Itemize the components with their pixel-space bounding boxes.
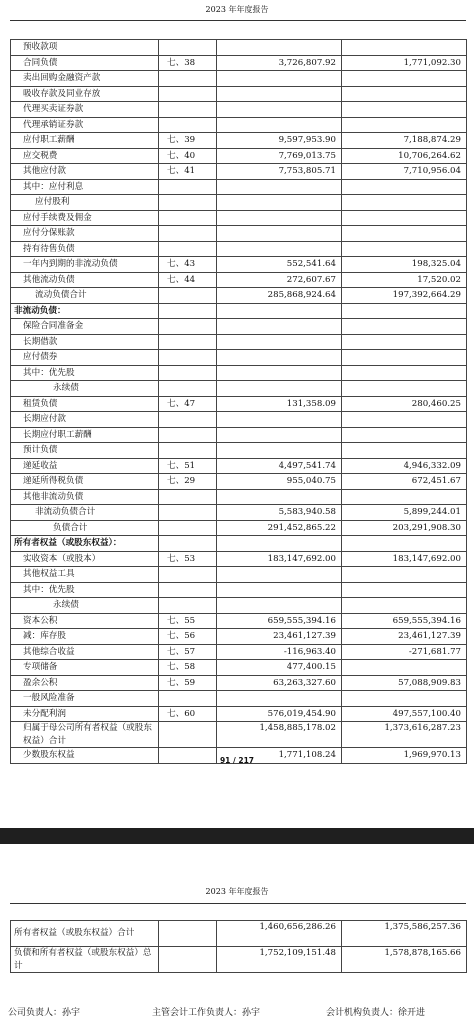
row-note: 七、60 bbox=[159, 706, 217, 722]
row-note: 七、55 bbox=[159, 613, 217, 629]
table-row bbox=[11, 427, 467, 443]
row-item-name: 合同负债 bbox=[11, 55, 159, 71]
table-row bbox=[11, 272, 467, 288]
table-row bbox=[11, 921, 467, 947]
row-end-balance: -116,963.40 bbox=[217, 644, 342, 660]
row-note bbox=[159, 947, 217, 973]
row-begin-balance bbox=[342, 536, 467, 552]
row-note: 七、41 bbox=[159, 164, 217, 180]
table-row bbox=[11, 520, 467, 536]
row-item-name: 永续债 bbox=[11, 598, 159, 614]
row-end-balance: 272,607.67 bbox=[217, 272, 342, 288]
table-row bbox=[11, 71, 467, 87]
row-begin-balance: 1,373,616,287.23 bbox=[342, 722, 467, 748]
row-item-name: 代理买卖证券款 bbox=[11, 102, 159, 118]
page-header-2: 2023 年年度报告 bbox=[205, 887, 269, 896]
row-begin-balance bbox=[342, 102, 467, 118]
row-begin-balance: 198,325.04 bbox=[342, 257, 467, 273]
row-end-balance bbox=[217, 691, 342, 707]
row-item-name: 其他非流动负债 bbox=[11, 489, 159, 505]
page-break-gap bbox=[0, 828, 474, 844]
row-item-name: 长期应付职工薪酬 bbox=[11, 427, 159, 443]
row-end-balance bbox=[217, 567, 342, 583]
row-begin-balance bbox=[342, 117, 467, 133]
table-row bbox=[11, 148, 467, 164]
table-row bbox=[11, 365, 467, 381]
table-row bbox=[11, 257, 467, 273]
header-divider-2 bbox=[10, 903, 466, 904]
row-begin-balance bbox=[342, 40, 467, 56]
row-note bbox=[159, 303, 217, 319]
table-row bbox=[11, 644, 467, 660]
table-row bbox=[11, 412, 467, 428]
table-row bbox=[11, 505, 467, 521]
signature-accounting-head: 主管会计工作负责人：孙宇 bbox=[152, 1008, 261, 1018]
row-end-balance: 1,771,108.24 bbox=[217, 748, 342, 764]
row-note bbox=[159, 505, 217, 521]
row-begin-balance: 183,147,692.00 bbox=[342, 551, 467, 567]
row-end-balance: 3,726,807.92 bbox=[217, 55, 342, 71]
row-note bbox=[159, 921, 217, 947]
row-begin-balance: 5,899,244.01 bbox=[342, 505, 467, 521]
row-note bbox=[159, 722, 217, 748]
row-begin-balance bbox=[342, 71, 467, 87]
row-item-name: 其中：优先股 bbox=[11, 365, 159, 381]
table-row bbox=[11, 489, 467, 505]
row-item-name: 应付手续费及佣金 bbox=[11, 210, 159, 226]
table-row bbox=[11, 55, 467, 71]
row-begin-balance bbox=[342, 489, 467, 505]
row-end-balance bbox=[217, 117, 342, 133]
row-note: 七、59 bbox=[159, 675, 217, 691]
row-item-name: 吸收存款及同业存放 bbox=[11, 86, 159, 102]
row-begin-balance bbox=[342, 691, 467, 707]
row-item-name: 递延收益 bbox=[11, 458, 159, 474]
header-divider bbox=[10, 20, 466, 21]
row-note: 七、40 bbox=[159, 148, 217, 164]
row-end-balance bbox=[217, 443, 342, 459]
row-end-balance: 285,868,924.64 bbox=[217, 288, 342, 304]
row-note bbox=[159, 412, 217, 428]
row-begin-balance: 1,771,092.30 bbox=[342, 55, 467, 71]
row-note: 七、38 bbox=[159, 55, 217, 71]
row-note bbox=[159, 334, 217, 350]
table-row bbox=[11, 210, 467, 226]
row-note bbox=[159, 536, 217, 552]
row-begin-balance bbox=[342, 179, 467, 195]
row-item-name: 减：库存股 bbox=[11, 629, 159, 645]
table-row bbox=[11, 675, 467, 691]
row-begin-balance: 1,969,970.13 bbox=[342, 748, 467, 764]
row-end-balance: 1,460,656,286.26 bbox=[217, 921, 342, 947]
row-begin-balance bbox=[342, 582, 467, 598]
row-item-name: 其他应付款 bbox=[11, 164, 159, 180]
row-item-name: 少数股东权益 bbox=[11, 748, 159, 764]
table-row bbox=[11, 691, 467, 707]
table-row bbox=[11, 947, 467, 973]
row-item-name: 应付职工薪酬 bbox=[11, 133, 159, 149]
table-row bbox=[11, 660, 467, 676]
row-note bbox=[159, 102, 217, 118]
table-row bbox=[11, 551, 467, 567]
row-begin-balance bbox=[342, 443, 467, 459]
row-note bbox=[159, 319, 217, 335]
row-end-balance bbox=[217, 210, 342, 226]
table-row bbox=[11, 319, 467, 335]
balance-sheet-table bbox=[10, 39, 467, 764]
table-row bbox=[11, 706, 467, 722]
row-item-name: 保险合同准备金 bbox=[11, 319, 159, 335]
row-begin-balance: 23,461,127.39 bbox=[342, 629, 467, 645]
table-row bbox=[11, 598, 467, 614]
row-end-balance bbox=[217, 303, 342, 319]
row-item-name: 归属于母公司所有者权益（或股东权益）合计 bbox=[11, 722, 159, 748]
row-item-name: 非流动负债： bbox=[11, 303, 159, 319]
table-row bbox=[11, 241, 467, 257]
row-item-name: 租赁负债 bbox=[11, 396, 159, 412]
table-row bbox=[11, 458, 467, 474]
row-end-balance: 7,769,013.75 bbox=[217, 148, 342, 164]
row-item-name: 盈余公积 bbox=[11, 675, 159, 691]
row-begin-balance: 280,460.25 bbox=[342, 396, 467, 412]
row-begin-balance bbox=[342, 381, 467, 397]
row-item-name: 流动负债合计 bbox=[11, 288, 159, 304]
page-number: 91 / 217 bbox=[219, 756, 255, 765]
row-note bbox=[159, 489, 217, 505]
row-end-balance bbox=[217, 195, 342, 211]
row-note bbox=[159, 288, 217, 304]
row-end-balance: 1,458,885,178.02 bbox=[217, 722, 342, 748]
row-item-name: 所有者权益（或股东权益）： bbox=[11, 536, 159, 552]
row-item-name: 卖出回购金融资产款 bbox=[11, 71, 159, 87]
row-end-balance bbox=[217, 226, 342, 242]
row-end-balance: 955,040.75 bbox=[217, 474, 342, 490]
row-item-name: 其中：优先股 bbox=[11, 582, 159, 598]
row-item-name: 永续债 bbox=[11, 381, 159, 397]
row-item-name: 非流动负债合计 bbox=[11, 505, 159, 521]
row-note: 七、47 bbox=[159, 396, 217, 412]
row-item-name: 一般风险准备 bbox=[11, 691, 159, 707]
row-begin-balance: 7,188,874.29 bbox=[342, 133, 467, 149]
row-note bbox=[159, 71, 217, 87]
table-row bbox=[11, 164, 467, 180]
row-end-balance: 4,497,541.74 bbox=[217, 458, 342, 474]
row-begin-balance bbox=[342, 334, 467, 350]
table-row bbox=[11, 179, 467, 195]
row-note bbox=[159, 40, 217, 56]
row-begin-balance bbox=[342, 195, 467, 211]
row-end-balance: 1,752,109,151.48 bbox=[217, 947, 342, 973]
row-begin-balance bbox=[342, 365, 467, 381]
row-item-name: 负债合计 bbox=[11, 520, 159, 536]
row-item-name: 长期借款 bbox=[11, 334, 159, 350]
row-item-name: 未分配利润 bbox=[11, 706, 159, 722]
table-row bbox=[11, 613, 467, 629]
row-note bbox=[159, 179, 217, 195]
table-row bbox=[11, 86, 467, 102]
row-begin-balance bbox=[342, 226, 467, 242]
row-item-name: 其他流动负债 bbox=[11, 272, 159, 288]
row-item-name: 应付债券 bbox=[11, 350, 159, 366]
row-end-balance bbox=[217, 179, 342, 195]
row-item-name: 应交税费 bbox=[11, 148, 159, 164]
row-note bbox=[159, 226, 217, 242]
table-row bbox=[11, 381, 467, 397]
table-row bbox=[11, 536, 467, 552]
row-item-name: 资本公积 bbox=[11, 613, 159, 629]
row-end-balance: 659,555,394.16 bbox=[217, 613, 342, 629]
row-end-balance: 291,452,865.22 bbox=[217, 520, 342, 536]
row-end-balance: 576,019,454.90 bbox=[217, 706, 342, 722]
table-row bbox=[11, 396, 467, 412]
table-row bbox=[11, 582, 467, 598]
row-end-balance bbox=[217, 334, 342, 350]
balance-sheet-table-continued bbox=[10, 920, 467, 973]
row-item-name: 递延所得税负债 bbox=[11, 474, 159, 490]
row-end-balance bbox=[217, 536, 342, 552]
row-end-balance bbox=[217, 412, 342, 428]
row-end-balance bbox=[217, 40, 342, 56]
table-row bbox=[11, 722, 467, 748]
row-item-name: 代理承销证券款 bbox=[11, 117, 159, 133]
row-end-balance: 9,597,953.90 bbox=[217, 133, 342, 149]
row-note bbox=[159, 598, 217, 614]
row-begin-balance: 659,555,394.16 bbox=[342, 613, 467, 629]
row-note bbox=[159, 86, 217, 102]
table-row bbox=[11, 567, 467, 583]
row-item-name: 预计负债 bbox=[11, 443, 159, 459]
row-end-balance bbox=[217, 598, 342, 614]
table-row bbox=[11, 288, 467, 304]
row-item-name: 应付分保账款 bbox=[11, 226, 159, 242]
table-row bbox=[11, 443, 467, 459]
row-note: 七、56 bbox=[159, 629, 217, 645]
row-item-name: 应付股利 bbox=[11, 195, 159, 211]
row-begin-balance bbox=[342, 210, 467, 226]
row-item-name: 专项储备 bbox=[11, 660, 159, 676]
row-note bbox=[159, 443, 217, 459]
table-row bbox=[11, 629, 467, 645]
row-item-name: 其他综合收益 bbox=[11, 644, 159, 660]
row-item-name: 实收资本（或股本） bbox=[11, 551, 159, 567]
row-end-balance bbox=[217, 365, 342, 381]
row-end-balance bbox=[217, 86, 342, 102]
row-end-balance bbox=[217, 427, 342, 443]
table-row bbox=[11, 350, 467, 366]
row-item-name: 持有待售负债 bbox=[11, 241, 159, 257]
table-row bbox=[11, 102, 467, 118]
row-begin-balance: 7,710,956.04 bbox=[342, 164, 467, 180]
row-end-balance bbox=[217, 489, 342, 505]
page-header: 2023 年年度报告 bbox=[205, 5, 269, 14]
row-begin-balance bbox=[342, 303, 467, 319]
row-item-name: 其他权益工具 bbox=[11, 567, 159, 583]
row-note: 七、57 bbox=[159, 644, 217, 660]
row-begin-balance bbox=[342, 412, 467, 428]
row-note bbox=[159, 381, 217, 397]
row-item-name: 其中：应付利息 bbox=[11, 179, 159, 195]
table-row bbox=[11, 117, 467, 133]
row-end-balance: 63,263,327.60 bbox=[217, 675, 342, 691]
row-begin-balance: 4,946,332.09 bbox=[342, 458, 467, 474]
table-row bbox=[11, 474, 467, 490]
row-item-name: 长期应付款 bbox=[11, 412, 159, 428]
row-note: 七、58 bbox=[159, 660, 217, 676]
row-end-balance bbox=[217, 102, 342, 118]
table-row bbox=[11, 303, 467, 319]
row-note bbox=[159, 691, 217, 707]
row-begin-balance: 203,291,908.30 bbox=[342, 520, 467, 536]
row-end-balance: 477,400.15 bbox=[217, 660, 342, 676]
row-begin-balance: 1,578,878,165.66 bbox=[342, 947, 467, 973]
row-begin-balance: 497,557,100.40 bbox=[342, 706, 467, 722]
row-note: 七、43 bbox=[159, 257, 217, 273]
row-begin-balance bbox=[342, 598, 467, 614]
row-begin-balance: 197,392,664.29 bbox=[342, 288, 467, 304]
row-end-balance: 552,541.64 bbox=[217, 257, 342, 273]
row-end-balance: 23,461,127.39 bbox=[217, 629, 342, 645]
row-begin-balance bbox=[342, 241, 467, 257]
row-end-balance bbox=[217, 71, 342, 87]
row-begin-balance bbox=[342, 567, 467, 583]
row-begin-balance: 57,088,909.83 bbox=[342, 675, 467, 691]
row-end-balance: 183,147,692.00 bbox=[217, 551, 342, 567]
row-note: 七、53 bbox=[159, 551, 217, 567]
row-item-name: 一年内到期的非流动负债 bbox=[11, 257, 159, 273]
table-row bbox=[11, 226, 467, 242]
row-item-name: 预收款项 bbox=[11, 40, 159, 56]
table-row bbox=[11, 195, 467, 211]
row-end-balance bbox=[217, 582, 342, 598]
row-note: 七、29 bbox=[159, 474, 217, 490]
row-end-balance bbox=[217, 241, 342, 257]
row-end-balance bbox=[217, 381, 342, 397]
row-begin-balance bbox=[342, 86, 467, 102]
signature-company-head: 公司负责人：孙宇 bbox=[8, 1008, 81, 1018]
row-note bbox=[159, 582, 217, 598]
row-note bbox=[159, 241, 217, 257]
row-begin-balance bbox=[342, 660, 467, 676]
row-item-name: 所有者权益（或股东权益）合计 bbox=[11, 921, 159, 947]
row-end-balance: 7,753,805.71 bbox=[217, 164, 342, 180]
row-note bbox=[159, 520, 217, 536]
row-note bbox=[159, 195, 217, 211]
row-note bbox=[159, 567, 217, 583]
row-note: 七、51 bbox=[159, 458, 217, 474]
row-begin-balance bbox=[342, 427, 467, 443]
row-end-balance: 5,583,940.58 bbox=[217, 505, 342, 521]
row-begin-balance: 1,375,586,257.36 bbox=[342, 921, 467, 947]
row-note: 七、44 bbox=[159, 272, 217, 288]
row-begin-balance bbox=[342, 350, 467, 366]
row-end-balance bbox=[217, 350, 342, 366]
row-note bbox=[159, 427, 217, 443]
table-row bbox=[11, 40, 467, 56]
row-item-name: 负债和所有者权益（或股东权益）总计 bbox=[11, 947, 159, 973]
row-note: 七、39 bbox=[159, 133, 217, 149]
row-end-balance bbox=[217, 319, 342, 335]
row-note bbox=[159, 210, 217, 226]
row-end-balance: 131,358.09 bbox=[217, 396, 342, 412]
row-note bbox=[159, 365, 217, 381]
row-begin-balance: -271,681.77 bbox=[342, 644, 467, 660]
row-note bbox=[159, 117, 217, 133]
signature-accounting-org-head: 会计机构负责人：徐开进 bbox=[326, 1008, 426, 1018]
row-begin-balance: 672,451.67 bbox=[342, 474, 467, 490]
row-begin-balance: 10,706,264.62 bbox=[342, 148, 467, 164]
row-begin-balance bbox=[342, 319, 467, 335]
table-row bbox=[11, 133, 467, 149]
row-begin-balance: 17,520.02 bbox=[342, 272, 467, 288]
row-note bbox=[159, 350, 217, 366]
table-row bbox=[11, 334, 467, 350]
